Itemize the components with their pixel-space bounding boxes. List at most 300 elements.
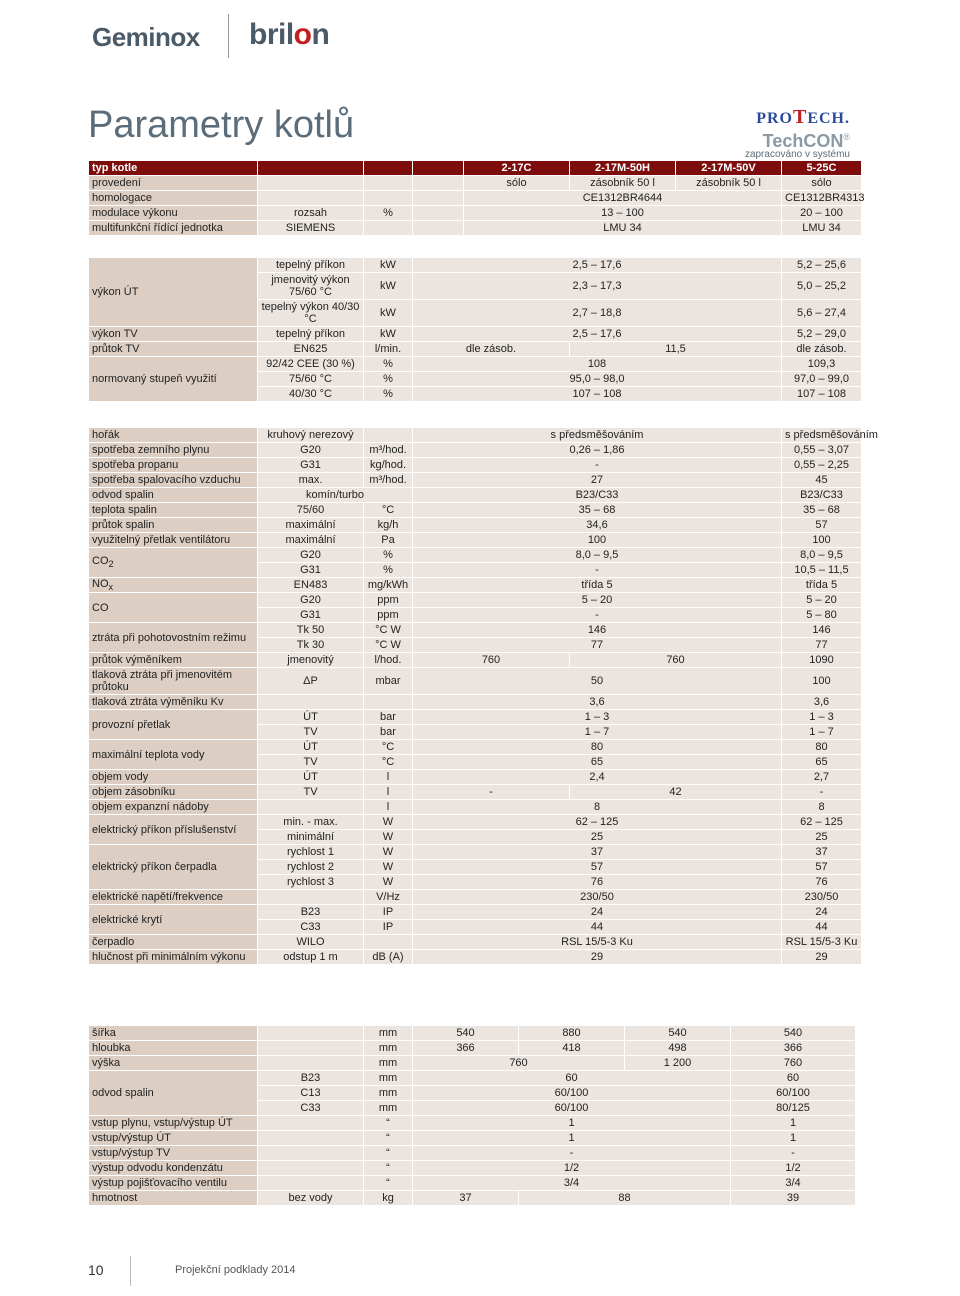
table-cell: spotřeba spalovacího vzduchu: [89, 473, 257, 487]
table-cell: B23/C33: [413, 488, 781, 502]
table-cell: 146: [413, 623, 781, 637]
table-cell: 8: [782, 800, 861, 814]
table-cell: s předsměšováním: [782, 428, 861, 442]
table-cell: 3/4: [731, 1176, 855, 1190]
table-cell: 37: [413, 1191, 518, 1205]
table-cell: 760: [413, 1056, 624, 1070]
table-cell: 3,6: [782, 695, 861, 709]
table-cell: 540: [413, 1026, 518, 1040]
page-number: 10: [88, 1262, 104, 1278]
table-cell: 25: [782, 830, 861, 844]
table-cell: 77: [413, 638, 781, 652]
table-cell: kW: [364, 258, 412, 272]
table-cell: tepelný výkon 40/30 °C: [258, 300, 363, 326]
table-cell: 35 – 68: [782, 503, 861, 517]
table-cell: 1 – 7: [413, 725, 781, 739]
table-cell: výkon ÚT: [89, 258, 257, 326]
table-cell: typ kotle: [89, 161, 257, 175]
table-cell: 29: [782, 950, 861, 964]
table-cell: kruhový nerezový: [258, 428, 363, 442]
table-cell: IP: [364, 905, 412, 919]
techcon-name: [745, 129, 850, 149]
table-cell: vstup/výstup TV: [89, 1146, 257, 1160]
table-row: [89, 770, 861, 784]
table-cell: 27: [413, 473, 781, 487]
table-cell: [413, 206, 463, 220]
table-cell: 65: [413, 755, 781, 769]
output-table: [88, 257, 862, 402]
table-cell: dle zásob.: [413, 342, 569, 356]
table-cell: W: [364, 860, 412, 874]
table-row: [89, 458, 861, 472]
table-cell: G20: [258, 548, 363, 562]
nox-label: NO: [92, 578, 109, 590]
table-cell: 1/2: [731, 1161, 855, 1175]
table-cell: [413, 176, 463, 190]
table-cell: B23: [258, 1071, 363, 1085]
table-cell: 540: [625, 1026, 730, 1040]
table-cell: 540: [731, 1026, 855, 1040]
table-cell: komín/turbo: [258, 488, 412, 502]
table-cell: 230/50: [782, 890, 861, 904]
table-cell: “: [364, 1146, 412, 1160]
table-cell: teplota spalin: [89, 503, 257, 517]
table-cell: výstup odvodu kondenzátu: [89, 1161, 257, 1175]
table-cell: 29: [413, 950, 781, 964]
table-cell: 760: [413, 653, 569, 667]
table-row: [89, 1176, 855, 1190]
table-cell: %: [364, 387, 412, 401]
table-cell: dB (A): [364, 950, 412, 964]
table-cell: 880: [519, 1026, 624, 1040]
table-cell: 146: [782, 623, 861, 637]
table-cell: elektrické krytí: [89, 905, 257, 934]
table-cell: 37: [782, 845, 861, 859]
table-cell: -: [731, 1146, 855, 1160]
table-cell: 88: [519, 1191, 730, 1205]
table-cell: 60/100: [413, 1101, 730, 1115]
table-cell: 80: [413, 740, 781, 754]
table-cell: maximální: [258, 518, 363, 532]
table-row: [89, 1191, 855, 1205]
table-cell: kg: [364, 1191, 412, 1205]
table-cell: kW: [364, 327, 412, 341]
table-cell: RSL 15/5-3 Ku: [413, 935, 781, 949]
techcon-logo: [745, 106, 850, 161]
table-cell: 2,7 – 18,8: [413, 300, 781, 326]
table-cell: G31: [258, 608, 363, 622]
table-cell: zásobník 50 l: [676, 176, 781, 190]
table-cell: odvod spalin: [89, 488, 257, 502]
table-cell: čerpadlo: [89, 935, 257, 949]
table-cell: %: [364, 357, 412, 371]
table-cell: provedení: [89, 176, 257, 190]
table-cell: TV: [258, 725, 363, 739]
table-cell: LMU 34: [782, 221, 861, 235]
techcon-label: TechCON: [762, 131, 844, 151]
table-cell: l: [364, 800, 412, 814]
table-cell: -: [782, 785, 861, 799]
table-cell: 1 – 7: [782, 725, 861, 739]
table-cell: 42: [570, 785, 781, 799]
table-row: [89, 1071, 855, 1085]
table-cell: [258, 161, 363, 175]
table-cell: 1 200: [625, 1056, 730, 1070]
table-cell: W: [364, 815, 412, 829]
table-cell: 1090: [782, 653, 861, 667]
table-cell: objem expanzní nádoby: [89, 800, 257, 814]
registered-mark: ®: [843, 132, 850, 142]
table-cell: °C W: [364, 623, 412, 637]
table-cell: 1 – 3: [413, 710, 781, 724]
table-cell: elektrický příkon příslušenství: [89, 815, 257, 844]
table-cell: 2,3 – 17,3: [413, 273, 781, 299]
table-cell: 0,26 – 1,86: [413, 443, 781, 457]
table-row: [89, 950, 861, 964]
table-cell: 44: [413, 920, 781, 934]
table-cell: 100: [413, 533, 781, 547]
table-cell: 8,0 – 9,5: [782, 548, 861, 562]
nox-subscript: x: [108, 582, 114, 593]
table-cell: mm: [364, 1101, 412, 1115]
table-cell: WILO: [258, 935, 363, 949]
table-cell: 1/2: [413, 1161, 730, 1175]
table-row: [89, 221, 861, 235]
table-row: [89, 593, 861, 607]
table-cell: m³/hod.: [364, 473, 412, 487]
table-cell: C33: [258, 920, 363, 934]
table-cell: mg/kWh: [364, 578, 412, 592]
table-cell: [258, 1161, 363, 1175]
table-cell: [258, 1056, 363, 1070]
table-cell: 34,6: [413, 518, 781, 532]
table-cell: kW: [364, 273, 412, 299]
table-row: [89, 1146, 855, 1160]
table-cell: ÚT: [258, 740, 363, 754]
table-cell: průtok spalin: [89, 518, 257, 532]
logo-divider: [228, 14, 229, 58]
table-cell: 37: [413, 845, 781, 859]
table-cell: Tk 50: [258, 623, 363, 637]
table-cell: 2,7: [782, 770, 861, 784]
table-cell: kW: [364, 300, 412, 326]
table-cell: hloubka: [89, 1041, 257, 1055]
table-cell: výstup pojišťovacího ventilu: [89, 1176, 257, 1190]
table-cell: “: [364, 1161, 412, 1175]
table-cell: spotřeba propanu: [89, 458, 257, 472]
table-cell: min. - max.: [258, 815, 363, 829]
table-cell: šířka: [89, 1026, 257, 1040]
table-cell: B23: [258, 905, 363, 919]
table-cell: ppm: [364, 593, 412, 607]
table-cell: tlaková ztráta při jmenovitém průtoku: [89, 668, 257, 694]
table-row: [89, 653, 861, 667]
table-cell: 24: [782, 905, 861, 919]
table-cell: rychlost 2: [258, 860, 363, 874]
table-cell: 2,5 – 17,6: [413, 258, 781, 272]
table-cell: 5,2 – 29,0: [782, 327, 861, 341]
table-row: [89, 1131, 855, 1145]
table-row: [89, 488, 861, 502]
table-cell: 60/100: [413, 1086, 730, 1100]
table-row: [89, 1056, 855, 1070]
table-cell: [364, 176, 412, 190]
table-cell: [258, 1146, 363, 1160]
table-cell: homologace: [89, 191, 257, 205]
table-cell: °C: [364, 755, 412, 769]
table-cell: RSL 15/5-3 Ku: [782, 935, 861, 949]
brilon-logo: [249, 18, 329, 52]
table-cell: 366: [413, 1041, 518, 1055]
table-row: [89, 428, 861, 442]
page-title: Parametry kotlů: [88, 104, 355, 146]
table-cell: EN625: [258, 342, 363, 356]
table-cell: rychlost 3: [258, 875, 363, 889]
table-cell: třída 5: [782, 578, 861, 592]
table-cell: minimální: [258, 830, 363, 844]
table-row: [89, 800, 861, 814]
table-cell: mbar: [364, 668, 412, 694]
table-cell: hlučnost při minimálním výkonu: [89, 950, 257, 964]
footer-text: Projekční podklady 2014: [175, 1264, 296, 1276]
table-cell: rychlost 1: [258, 845, 363, 859]
table-cell: l: [364, 770, 412, 784]
table-cell: CE1312BR4313: [782, 191, 861, 205]
table-cell: 75/60: [258, 503, 363, 517]
table-row: [89, 935, 861, 949]
table-cell: 0,55 – 2,25: [782, 458, 861, 472]
table-cell: SIEMENS: [258, 221, 363, 235]
table-cell: 77: [782, 638, 861, 652]
table-cell: maximální teplota vody: [89, 740, 257, 769]
table-cell: 50: [413, 668, 781, 694]
table-cell: 230/50: [413, 890, 781, 904]
table-cell: hmotnost: [89, 1191, 257, 1205]
table-cell: mm: [364, 1041, 412, 1055]
table-cell: G31: [258, 563, 363, 577]
table-row: [89, 578, 861, 592]
table-row: [89, 258, 861, 272]
footer-divider: [130, 1256, 131, 1286]
table-row: [89, 191, 861, 205]
table-cell: 8: [413, 800, 781, 814]
protech-ech: ECH.: [807, 110, 850, 127]
table-cell: 1 – 3: [782, 710, 861, 724]
co2-subscript: 2: [108, 559, 114, 570]
table-cell: výška: [89, 1056, 257, 1070]
table-cell: [258, 890, 363, 904]
table-row: [89, 443, 861, 457]
table-cell: 109,3: [782, 357, 861, 371]
table-cell: [364, 428, 412, 442]
co2-label: CO: [92, 555, 109, 568]
table-cell: vstup/výstup ÚT: [89, 1131, 257, 1145]
table-cell: 11,5: [570, 342, 781, 356]
table-cell: dle zásob.: [782, 342, 861, 356]
table-cell: l/hod.: [364, 653, 412, 667]
table-cell: 13 – 100: [464, 206, 781, 220]
table-cell: -: [413, 608, 781, 622]
table-cell: 5 – 80: [782, 608, 861, 622]
table-cell: 40/30 °C: [258, 387, 363, 401]
table-cell: 1: [731, 1116, 855, 1130]
table-cell: normovaný stupeň využití: [89, 357, 257, 401]
table-cell: Tk 30: [258, 638, 363, 652]
table-cell: %: [364, 563, 412, 577]
table-row: [89, 710, 861, 724]
table-cell: TV: [258, 755, 363, 769]
table-row: [89, 176, 861, 190]
table-cell: Pa: [364, 533, 412, 547]
table-cell: výkon TV: [89, 327, 257, 341]
table-cell: 25: [413, 830, 781, 844]
table-cell: 35 – 68: [413, 503, 781, 517]
table-cell: IP: [364, 920, 412, 934]
table-row: [89, 548, 861, 562]
table-cell: 95,0 – 98,0: [413, 372, 781, 386]
table-cell: kg/h: [364, 518, 412, 532]
table-cell: ΔP: [258, 668, 363, 694]
protech-t: T: [792, 106, 808, 128]
table-cell: 80: [782, 740, 861, 754]
table-cell: [258, 695, 363, 709]
table-cell: 92/42 CEE (30 %): [258, 357, 363, 371]
table-cell: [258, 800, 363, 814]
techcon-subtitle: zapracováno v systému: [744, 149, 850, 160]
table-cell: 20 – 100: [782, 206, 861, 220]
table-row: [89, 1041, 855, 1055]
table-cell: -: [413, 458, 781, 472]
table-cell: 76: [782, 875, 861, 889]
table-cell: 8,0 – 9,5: [413, 548, 781, 562]
table-cell: 760: [570, 653, 781, 667]
table-cell: 45: [782, 473, 861, 487]
table-cell: 107 – 108: [782, 387, 861, 401]
table-cell: [364, 161, 412, 175]
table-row: [89, 327, 861, 341]
table-cell: jmenovitý výkon 75/60 °C: [258, 273, 363, 299]
table-cell: max.: [258, 473, 363, 487]
table-cell: 80/125: [731, 1101, 855, 1115]
table-cell: mm: [364, 1086, 412, 1100]
table-cell: vstup plynu, vstup/výstup ÚT: [89, 1116, 257, 1130]
table-cell: W: [364, 830, 412, 844]
table-cell: modulace výkonu: [89, 206, 257, 220]
general-table: [88, 160, 865, 236]
table-cell: 62 – 125: [413, 815, 781, 829]
table-cell: “: [364, 1176, 412, 1190]
table-cell: hořák: [89, 428, 257, 442]
table-cell: [89, 548, 257, 577]
table-cell: odvod spalin: [89, 1071, 257, 1115]
table-cell: 75/60 °C: [258, 372, 363, 386]
table-cell: %: [364, 372, 412, 386]
table-cell: multifunkční řídící jednotka: [89, 221, 257, 235]
table-row: [89, 1161, 855, 1175]
table-cell: 107 – 108: [413, 387, 781, 401]
table-cell: m³/hod.: [364, 443, 412, 457]
table-row: [89, 518, 861, 532]
table-cell: mm: [364, 1026, 412, 1040]
table-cell: s předsměšováním: [413, 428, 781, 442]
table-cell: 39: [731, 1191, 855, 1205]
table-cell: 1: [731, 1131, 855, 1145]
table-cell: odstup 1 m: [258, 950, 363, 964]
table-cell: rozsah: [258, 206, 363, 220]
table-cell: průtok TV: [89, 342, 257, 356]
table-row: [89, 533, 861, 547]
brilon-logo-part: n: [311, 18, 330, 51]
table-cell: LMU 34: [464, 221, 781, 235]
table-row: [89, 357, 861, 371]
protech-logo: [745, 106, 850, 129]
table-cell: elektrické napětí/frekvence: [89, 890, 257, 904]
table-cell: 60: [731, 1071, 855, 1085]
table-row: [89, 206, 861, 220]
table-cell: G31: [258, 458, 363, 472]
table-cell: C33: [258, 1101, 363, 1115]
table-cell: 0,55 – 3,07: [782, 443, 861, 457]
table-cell: 418: [519, 1041, 624, 1055]
table-cell: l/min.: [364, 342, 412, 356]
table-cell: objem zásobníku: [89, 785, 257, 799]
table-cell: -: [413, 563, 781, 577]
table-cell: 62 – 125: [782, 815, 861, 829]
table-cell: -: [413, 1146, 730, 1160]
table-cell: ÚT: [258, 710, 363, 724]
table-cell: [413, 161, 463, 175]
table-cell: 2-17M-50V: [676, 161, 781, 175]
table-cell: mm: [364, 1056, 412, 1070]
table-cell: provozní přetlak: [89, 710, 257, 739]
table-row: [89, 905, 861, 919]
table-cell: CO: [89, 593, 257, 622]
table-cell: využitelný přetlak ventilátoru: [89, 533, 257, 547]
table-cell: -: [413, 785, 569, 799]
table-cell: 65: [782, 755, 861, 769]
table-cell: třída 5: [413, 578, 781, 592]
table-cell: °C: [364, 740, 412, 754]
table-row: [89, 890, 861, 904]
table-cell: 3/4: [413, 1176, 730, 1190]
table-cell: [364, 695, 412, 709]
table-cell: [364, 221, 412, 235]
table-cell: 5 – 20: [782, 593, 861, 607]
table-cell: tlaková ztráta výměníku Kv: [89, 695, 257, 709]
table-cell: 60/100: [731, 1086, 855, 1100]
table-cell: CE1312BR4644: [464, 191, 781, 205]
table-cell: 57: [782, 518, 861, 532]
table-cell: [364, 935, 412, 949]
table-cell: 100: [782, 533, 861, 547]
table-cell: sólo: [464, 176, 569, 190]
table-row: [89, 342, 861, 356]
table-row: [89, 785, 861, 799]
table-cell: °C W: [364, 638, 412, 652]
table-cell: 108: [413, 357, 781, 371]
table-cell: jmenovitý: [258, 653, 363, 667]
table-cell: bez vody: [258, 1191, 363, 1205]
table-cell: tepelný příkon: [258, 327, 363, 341]
table-cell: EN483: [258, 578, 363, 592]
table-cell: C13: [258, 1086, 363, 1100]
table-cell: maximální: [258, 533, 363, 547]
geminox-logo: Geminox: [92, 22, 200, 52]
table-cell: l: [364, 785, 412, 799]
table-cell: mm: [364, 1071, 412, 1085]
table-cell: 44: [782, 920, 861, 934]
parameters-table: [88, 427, 878, 965]
